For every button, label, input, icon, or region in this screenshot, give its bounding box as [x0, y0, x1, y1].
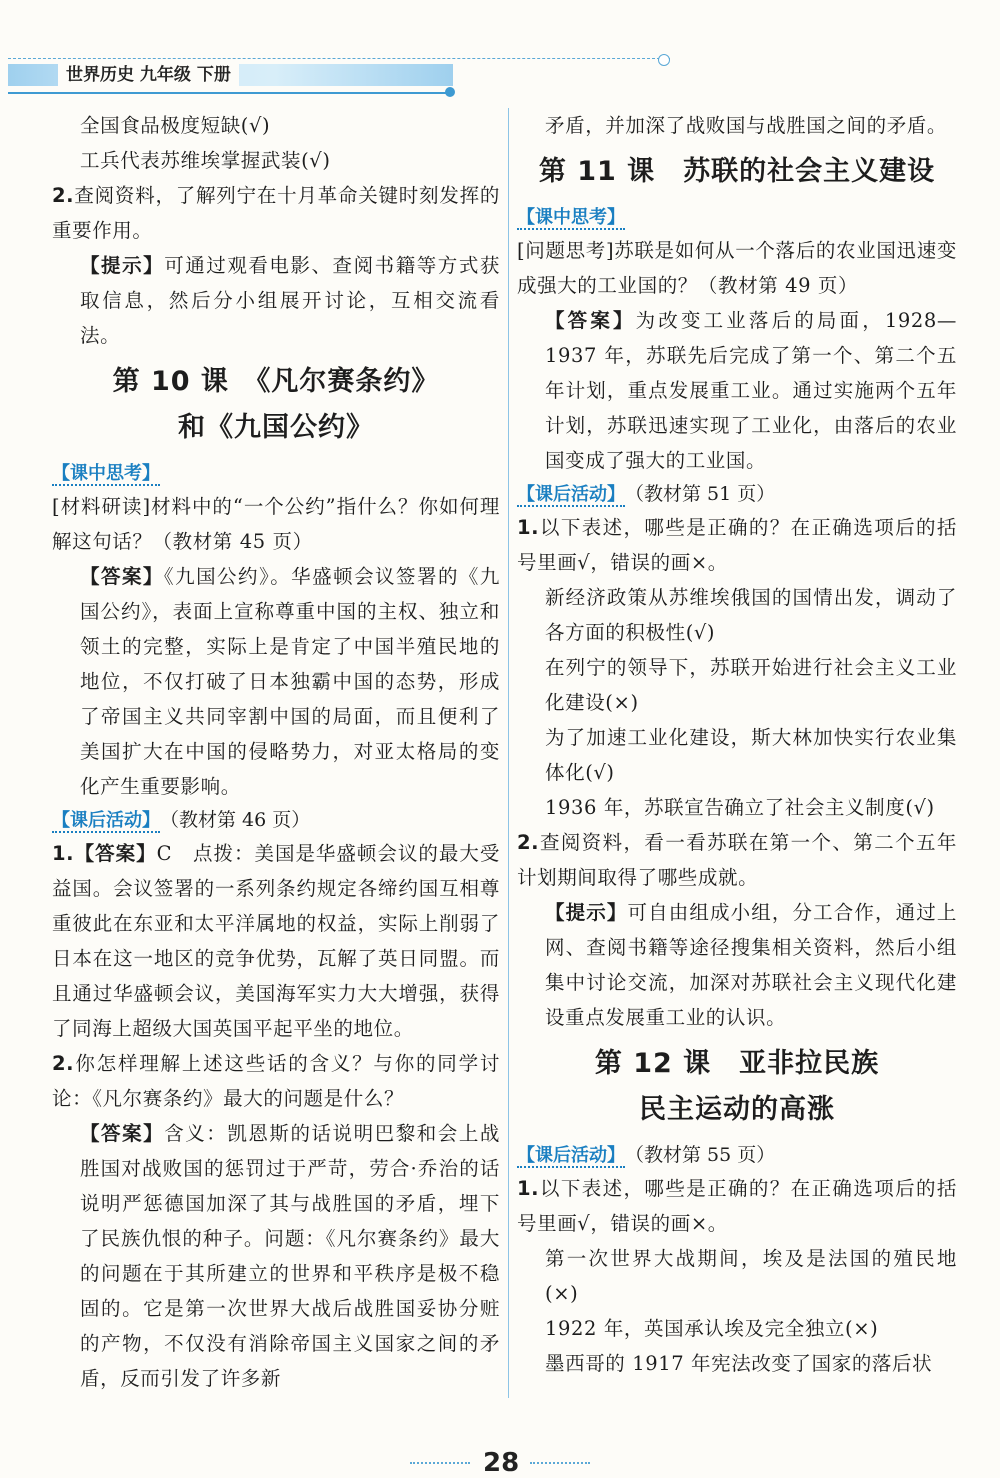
lesson-title-line: 民主运动的高涨 — [639, 1094, 835, 1125]
page-number: 28 — [483, 1448, 520, 1478]
hint-text: 可自由组成小组，分工合作，通过上网、查阅书籍等途径搜集相关资料，然后小组集中讨论交流，加深对苏联社会主义现代化建设重点发展重工业的认识。 — [545, 901, 957, 1029]
header-dashed-rule — [8, 58, 670, 59]
question-2 — [52, 178, 500, 248]
question-text: 以下表述，哪些是正确的？在正确选项后的括号里画√，错误的画×。 — [517, 516, 957, 574]
option-line: 在列宁的领导下，苏联开始进行社会主义工业化建设(×) — [545, 656, 957, 714]
continued-text: 矛盾，并加深了战败国与战胜国之间的矛盾。 — [545, 114, 948, 137]
left-column — [52, 108, 500, 1396]
answer-paragraph — [52, 559, 500, 804]
answer-text: 含义：凯恩斯的话说明巴黎和会上战胜国对战败国的惩罚过于严苛，劳合·乔治的话说明严惩德国加深了其与战胜国的矛盾，埋下了民族仇恨的种子。问题：《凡尔赛条约》最大的问题在于其所建立的世界和平秩序是极不稳固的。它是第一次世界大战后战胜国妥协分赃的产物，不仅没有消除帝国主义国家之间的矛盾，反而引发了许多新 — [80, 1122, 500, 1390]
question-text: 查阅资料，看一看苏联在第一个、第二个五年计划期间取得了哪些成就。 — [517, 831, 957, 889]
section-note: （教材第 51 页） — [625, 483, 776, 505]
question-text: 以下表述，哪些是正确的？在正确选项后的括号里画√，错误的画×。 — [517, 1177, 957, 1235]
book-title: 世界历史 九年级 下册 — [58, 64, 239, 86]
footer-decoration — [410, 1462, 470, 1470]
option-line: 第一次世界大战期间，埃及是法国的殖民地(×) — [545, 1247, 957, 1305]
answer-text: 为改变工业落后的局面，1928—1937 年，苏联先后完成了第一个、第二个五年计划，重点发展重工业。通过实施两个五年计划，苏联迅速实现了工业化，由落后的农业国变成了强大的工业国。 — [545, 309, 957, 472]
answer-paragraph — [517, 303, 957, 478]
page-footer — [0, 1448, 1000, 1477]
activity-question-2 — [52, 1046, 500, 1116]
footer-decoration — [530, 1462, 590, 1470]
hint-paragraph — [52, 248, 500, 353]
hint-tag: 【提示】 — [80, 254, 165, 277]
question-number: 2. — [52, 184, 75, 207]
section-label: 【课后活动】 — [52, 810, 160, 831]
column-divider — [508, 108, 509, 1398]
option-line: 工兵代表苏维埃掌握武装(√) — [80, 149, 331, 172]
hint-paragraph — [517, 895, 957, 1035]
hint-text: 可通过观看电影、查阅书籍等方式获取信息，然后分小组展开讨论，互相交流看法。 — [80, 254, 500, 347]
answer-tag: 【答案】 — [545, 309, 636, 332]
activity-question-1 — [517, 510, 957, 580]
lesson-12-title — [517, 1041, 957, 1133]
question-text: 你怎样理解上述这些话的含义？与你的同学讨论：《凡尔赛条约》最大的问题是什么？ — [52, 1052, 500, 1110]
question-number: 2. — [52, 1052, 75, 1075]
question-number: 2. — [517, 831, 540, 854]
section-label: 【课后活动】 — [517, 1145, 625, 1166]
lesson-title-line: 第 11 课 苏联的社会主义建设 — [538, 156, 936, 187]
option-line: 全国食品极度短缺(√) — [80, 114, 271, 137]
lesson-title-line: 和《九国公约》 — [178, 412, 374, 443]
section-note: （教材第 46 页） — [160, 809, 311, 831]
activity-question-1 — [517, 1171, 957, 1241]
header-rule-dot — [658, 54, 670, 66]
question-number: 1. — [517, 516, 540, 539]
lesson-title-line: 第 10 课 《凡尔赛条约》 — [112, 366, 440, 397]
right-column — [517, 108, 957, 1381]
section-label: 【课中思考】 — [517, 207, 625, 228]
activity-answer-1 — [52, 836, 500, 1046]
section-label: 【课后活动】 — [517, 484, 625, 505]
answer-tag: 【答案】 — [74, 842, 157, 865]
answer-tag: 【答案】 — [80, 1122, 165, 1145]
answer-paragraph — [52, 1116, 500, 1396]
answer-tag: 【答案】 — [80, 565, 164, 588]
question-number: 1. — [52, 842, 75, 865]
material-text: 材料中的“一个公约”指什么？你如何理解这句话？（教材第 45 页） — [52, 495, 500, 553]
option-line: 为了加速工业化建设，斯大林加快实行农业集体化(√) — [545, 726, 957, 784]
hint-tag: 【提示】 — [545, 901, 628, 924]
page-header — [0, 0, 1000, 110]
option-line: 1936 年，苏联宣告确立了社会主义制度(√) — [545, 796, 935, 819]
option-line: 新经济政策从苏维埃俄国的国情出发，调动了各方面的积极性(√) — [545, 586, 957, 644]
question-text: 查阅资料，了解列宁在十月革命关键时刻发挥的重要作用。 — [52, 184, 500, 242]
answer-text: 《九国公约》。华盛顿会议签署的《九国公约》，表面上宣称尊重中国的主权、独立和领土的完整，实际上是肯定了中国半殖民地的地位，不仅打破了日本独霸中国的态势，形成了帝国主义共同宰割中国的局面，而且便利了美国扩大在中国的侵略势力，对亚太格局的变化产生重要影响。 — [80, 565, 501, 798]
lesson-title-line: 第 12 课 亚非拉民族 — [594, 1048, 880, 1079]
activity-question-2 — [517, 825, 957, 895]
question-tag: [问题思考] — [517, 239, 615, 262]
lesson-11-title — [517, 149, 957, 195]
section-note: （教材第 55 页） — [625, 1144, 776, 1166]
material-tag: [材料研读] — [52, 495, 151, 518]
thinking-question — [517, 233, 957, 303]
question-number: 1. — [517, 1177, 540, 1200]
lesson-10-title — [52, 359, 500, 451]
option-line: 墨西哥的 1917 年宪法改变了国家的落后状 — [545, 1352, 933, 1375]
material-question — [52, 489, 500, 559]
answer-text: C 点拨：美国是华盛顿会议的最大受益国。会议签署的一系列条约规定各缔约国互相尊重彼此在东亚和太平洋属地的权益，实际上削弱了日本在这一地区的竞争优势，瓦解了英日同盟。而且通过华盛顿会议，美国海军实力大大增强，获得了同海上超级大国英国平起平坐的地位。 — [52, 842, 500, 1040]
option-line: 1922 年，英国承认埃及完全独立(×) — [545, 1317, 879, 1340]
question-text: 苏联是如何从一个落后的农业国迅速变成强大的工业国的？（教材第 49 页） — [517, 239, 957, 297]
section-label: 【课中思考】 — [52, 463, 160, 484]
header-underline — [8, 92, 453, 94]
header-end-dot — [445, 87, 455, 97]
